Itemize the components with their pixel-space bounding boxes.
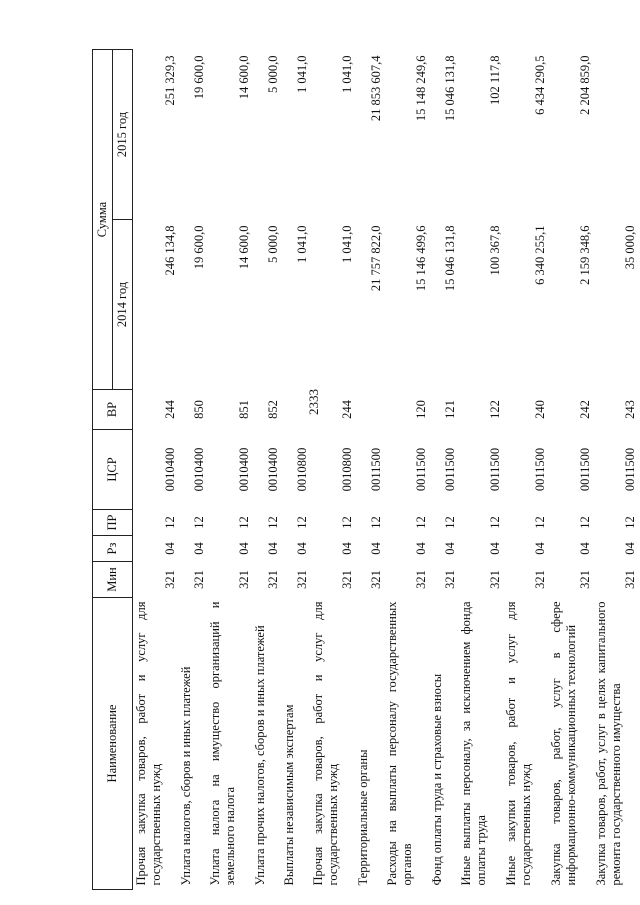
- row-rz: 04: [236, 542, 251, 555]
- table-row: [252, 50, 281, 890]
- row-rz: 04: [622, 542, 637, 555]
- header-csr: ЦСР: [93, 430, 133, 510]
- table-row: [548, 50, 593, 890]
- table-header: [93, 50, 133, 890]
- row-name: Закупка товаров, работ, услуг в целях капитального ремонта государственного имущества: [594, 601, 623, 886]
- rotated-page: [92, 50, 637, 890]
- table-row: [458, 50, 503, 890]
- row-min: 321: [236, 570, 251, 589]
- header-name: Наименование: [93, 598, 133, 890]
- table-body: [133, 50, 639, 890]
- row-vr: 244: [162, 400, 177, 419]
- row-sum-2014: 15 046 131,8: [442, 225, 457, 292]
- row-sum-2014: 5 000,0: [265, 225, 280, 263]
- table-row: [593, 50, 638, 890]
- table-row: [384, 50, 429, 890]
- row-pr: 12: [265, 516, 280, 529]
- row-vr: 240: [532, 400, 547, 419]
- row-csr: 0010800: [339, 447, 354, 492]
- table-row: [355, 50, 384, 890]
- row-pr: 12: [162, 516, 177, 529]
- row-sum-2015: 1 041,0: [294, 55, 309, 93]
- row-csr: 0010800: [294, 447, 309, 492]
- row-name: Иные выплаты персоналу, за исключением фонда оплаты труда: [459, 601, 488, 886]
- row-pr: 12: [487, 516, 502, 529]
- row-min: 321: [442, 570, 457, 589]
- row-sum-2015: 6 434 290,5: [532, 55, 547, 115]
- table-row: [207, 50, 252, 890]
- row-name: Территориальные органы: [356, 749, 370, 886]
- row-vr: 852: [265, 400, 280, 419]
- row-sum-2015: 2 204 859,0: [577, 55, 592, 115]
- row-pr: 12: [622, 516, 637, 529]
- row-rz: 04: [442, 542, 457, 555]
- row-min: 321: [294, 570, 309, 589]
- row-vr: [355, 390, 384, 430]
- header-vr: ВР: [93, 390, 133, 430]
- row-vr: 120: [413, 400, 428, 419]
- row-pr: 12: [442, 516, 457, 529]
- row-csr: 0010400: [191, 447, 206, 492]
- row-csr: 0010400: [162, 447, 177, 492]
- row-vr: 244: [339, 400, 354, 419]
- row-rz: 04: [265, 542, 280, 555]
- row-sum-2015: 14 600,0: [236, 55, 251, 100]
- header-pr: ПР: [93, 510, 133, 536]
- table-row: [281, 50, 310, 890]
- row-pr: 12: [339, 516, 354, 529]
- row-rz: 04: [191, 542, 206, 555]
- row-min: 321: [162, 570, 177, 589]
- row-name: Прочая закупка товаров, работ и услуг для государственных нужд: [134, 601, 163, 886]
- row-sum-2015: 21 853 607,4: [368, 55, 383, 122]
- row-csr: 0011500: [487, 447, 502, 492]
- row-rz: 04: [294, 542, 309, 555]
- row-sum-2014: 246 134,8: [162, 225, 177, 276]
- row-sum-2015: 102 117,8: [487, 55, 502, 106]
- row-name: Закупка товаров, работ, услуг в сфере информационно-коммуникационных технологий: [549, 601, 578, 886]
- row-vr: 121: [442, 400, 457, 419]
- row-sum-2014: 1 041,0: [339, 225, 354, 263]
- header-2015: 2015 год: [113, 50, 133, 220]
- row-rz: 04: [577, 542, 592, 555]
- table-row: [133, 50, 179, 890]
- row-csr: 0011500: [622, 447, 637, 492]
- row-min: 321: [487, 570, 502, 589]
- row-vr: 242: [577, 400, 592, 419]
- row-rz: 04: [487, 542, 502, 555]
- row-csr: 0011500: [577, 447, 592, 492]
- row-min: 321: [622, 570, 637, 589]
- row-pr: 12: [413, 516, 428, 529]
- row-min: 321: [368, 570, 383, 589]
- row-pr: 12: [368, 516, 383, 529]
- row-name: Фонд оплаты труда и страховые взносы: [430, 673, 444, 886]
- row-name: Прочая закупка товаров, работ и услуг для государственных нужд: [311, 601, 340, 886]
- row-vr: 850: [191, 400, 206, 419]
- row-sum-2014: 6 340 255,1: [532, 225, 547, 285]
- row-pr: 12: [532, 516, 547, 529]
- header-min: Мин: [93, 562, 133, 598]
- row-vr: 122: [487, 400, 502, 419]
- row-sum-2015: 1 041,0: [339, 55, 354, 93]
- row-csr: 0010400: [265, 447, 280, 492]
- row-vr: 851: [236, 400, 251, 419]
- row-rz: 04: [339, 542, 354, 555]
- row-min: 321: [265, 570, 280, 589]
- table-row: [429, 50, 458, 890]
- row-sum-2014: 1 041,0: [294, 225, 309, 263]
- row-sum-2014: 2 159 348,6: [577, 225, 592, 285]
- header-rz: Рз: [93, 536, 133, 562]
- table-row: [178, 50, 207, 890]
- row-sum-2015: 5 000,0: [265, 55, 280, 93]
- row-pr: 12: [236, 516, 251, 529]
- row-sum-2014: 19 600,0: [191, 225, 206, 270]
- row-name: Выплаты независимым экспертам: [282, 704, 296, 886]
- row-rz: 04: [368, 542, 383, 555]
- row-min: 321: [339, 570, 354, 589]
- header-sum: Сумма: [93, 50, 113, 390]
- row-rz: 04: [532, 542, 547, 555]
- row-sum-2015: 15 148 249,6: [413, 55, 428, 122]
- page-number: 2333: [306, 389, 321, 415]
- row-pr: 12: [294, 516, 309, 529]
- row-csr: 0011500: [413, 447, 428, 492]
- row-sum-2015: 15 046 131,8: [442, 55, 457, 122]
- row-name: Расходы на выплаты персоналу государственных органов: [385, 601, 414, 886]
- row-rz: 04: [162, 542, 177, 555]
- row-vr: 243: [622, 400, 637, 419]
- row-pr: 12: [191, 516, 206, 529]
- row-sum-2014: 100 367,8: [487, 225, 502, 276]
- row-pr: 12: [577, 516, 592, 529]
- row-min: 321: [413, 570, 428, 589]
- table-row: [503, 50, 548, 890]
- row-csr: 0011500: [368, 447, 383, 492]
- table-row: [310, 50, 355, 890]
- row-rz: 04: [413, 542, 428, 555]
- row-min: 321: [191, 570, 206, 589]
- row-name: Уплата налогов, сборов и иных платежей: [179, 666, 193, 886]
- row-vr: [281, 390, 310, 430]
- header-2014: 2014 год: [113, 220, 133, 390]
- row-sum-2015: [593, 50, 638, 220]
- row-csr: 0010400: [236, 447, 251, 492]
- row-sum-2015: 251 329,3: [162, 55, 177, 106]
- row-min: 321: [577, 570, 592, 589]
- row-min: 321: [532, 570, 547, 589]
- row-sum-2015: 19 600,0: [191, 55, 206, 100]
- row-name: Уплата прочих налогов, сборов и иных платежей: [253, 625, 267, 886]
- row-sum-2014: 14 600,0: [236, 225, 251, 270]
- row-name: Уплата налога на имущество организаций и земельного налога: [208, 601, 237, 886]
- row-sum-2014: 21 757 822,0: [368, 225, 383, 292]
- row-csr: 0011500: [532, 447, 547, 492]
- row-name: Иные закупки товаров, работ и услуг для государственных нужд: [504, 601, 533, 886]
- row-sum-2014: 15 146 499,6: [413, 225, 428, 292]
- row-sum-2014: 35 000,0: [622, 225, 637, 270]
- budget-table: [92, 49, 638, 890]
- row-csr: 0011500: [442, 447, 457, 492]
